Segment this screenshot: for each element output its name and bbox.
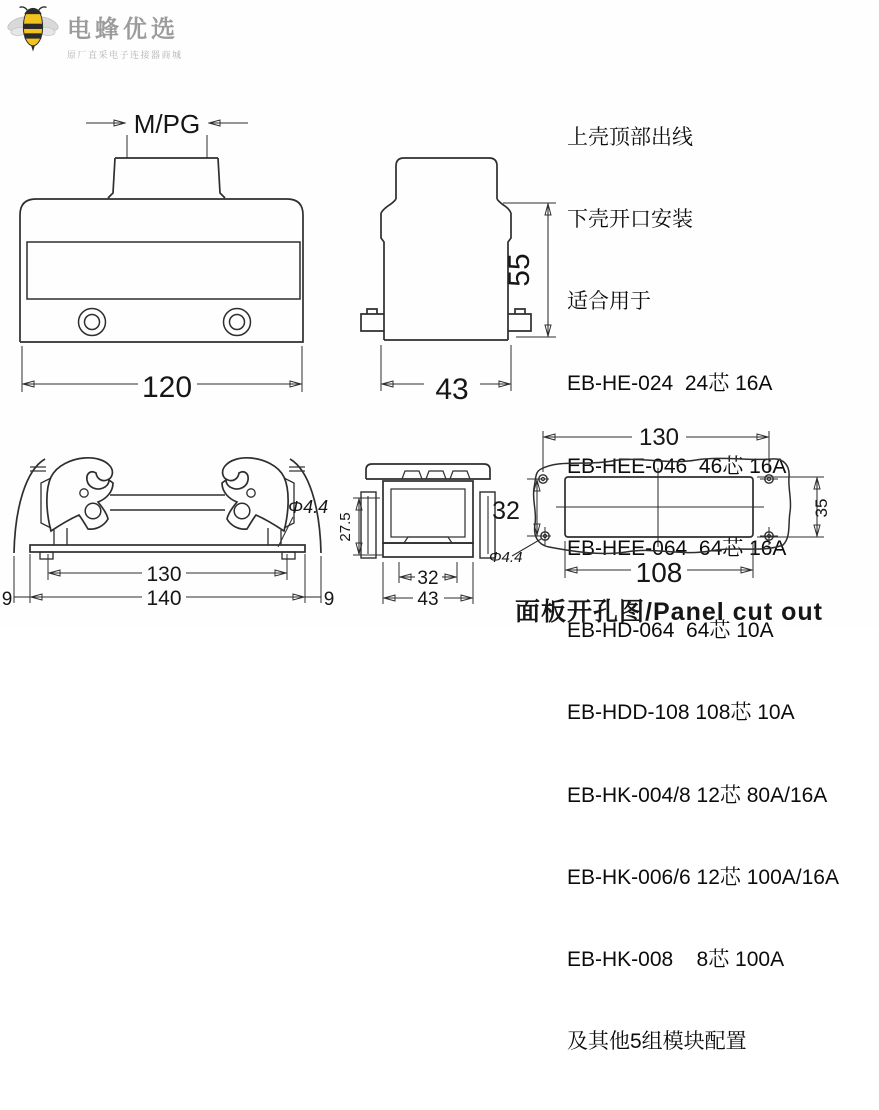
dim-housing-inner-width: 130 bbox=[146, 563, 182, 586]
spec-line: 适合用于 bbox=[567, 290, 651, 314]
dim-housing-hole: Φ4.4 bbox=[288, 497, 329, 517]
panel-cutout-drawing bbox=[489, 424, 831, 626]
dim-base-inner-width: 32 bbox=[417, 568, 439, 589]
spec-line: EB-HK-004/8 12芯 80A/16A bbox=[567, 783, 828, 807]
spec-line: EB-HK-008 8芯 100A bbox=[567, 948, 785, 971]
dim-panel-hole-spacing-v: 32 bbox=[492, 497, 520, 525]
spec-line: EB-HEE-046 46芯 16A bbox=[567, 454, 787, 478]
brand-name: 电蜂优选 bbox=[67, 16, 179, 43]
dim-gland-label: M/PG bbox=[133, 109, 201, 139]
spec-line: EB-HK-006/6 12芯 100A/16A bbox=[567, 865, 839, 889]
dim-panel-cutout-height: 35 bbox=[812, 498, 831, 518]
dim-side-width: 43 bbox=[435, 373, 469, 406]
spec-line: EB-HEE-064 64芯 16A bbox=[567, 536, 787, 560]
spec-line: 及其他5组模块配置 bbox=[567, 1030, 747, 1054]
dim-housing-offset-right: 9 bbox=[323, 589, 335, 610]
spec-line: EB-HE-024 24芯 16A bbox=[567, 372, 773, 396]
dim-panel-cutout-width: 108 bbox=[635, 557, 683, 588]
panel-caption: 面板开孔图/Panel cut out bbox=[515, 598, 823, 626]
dim-housing-outer-width: 140 bbox=[146, 587, 182, 610]
side-view-drawing bbox=[361, 158, 556, 406]
brand-tagline: 原厂直采电子连接器商城 bbox=[67, 50, 183, 60]
front-view-drawing bbox=[20, 109, 303, 404]
dim-base-height: 27.5 bbox=[337, 512, 354, 542]
spec-line: EB-HDD-108 108芯 10A bbox=[567, 701, 795, 725]
base-side-drawing bbox=[337, 464, 495, 610]
dim-panel-hole-spacing-h: 130 bbox=[638, 424, 680, 451]
dim-panel-hole: Φ4.4 bbox=[489, 549, 523, 566]
spec-line: 下壳开口安装 bbox=[567, 208, 693, 232]
housing-top-drawing bbox=[2, 458, 335, 610]
dim-side-height: 55 bbox=[503, 253, 536, 287]
spec-line: 上壳顶部出线 bbox=[567, 125, 693, 149]
dim-base-outer-width: 43 bbox=[417, 589, 439, 610]
dim-housing-offset-left: 9 bbox=[1, 589, 13, 610]
dim-front-width: 120 bbox=[141, 371, 193, 404]
spec-line: EB-HD-064 64芯 10A bbox=[567, 619, 774, 643]
